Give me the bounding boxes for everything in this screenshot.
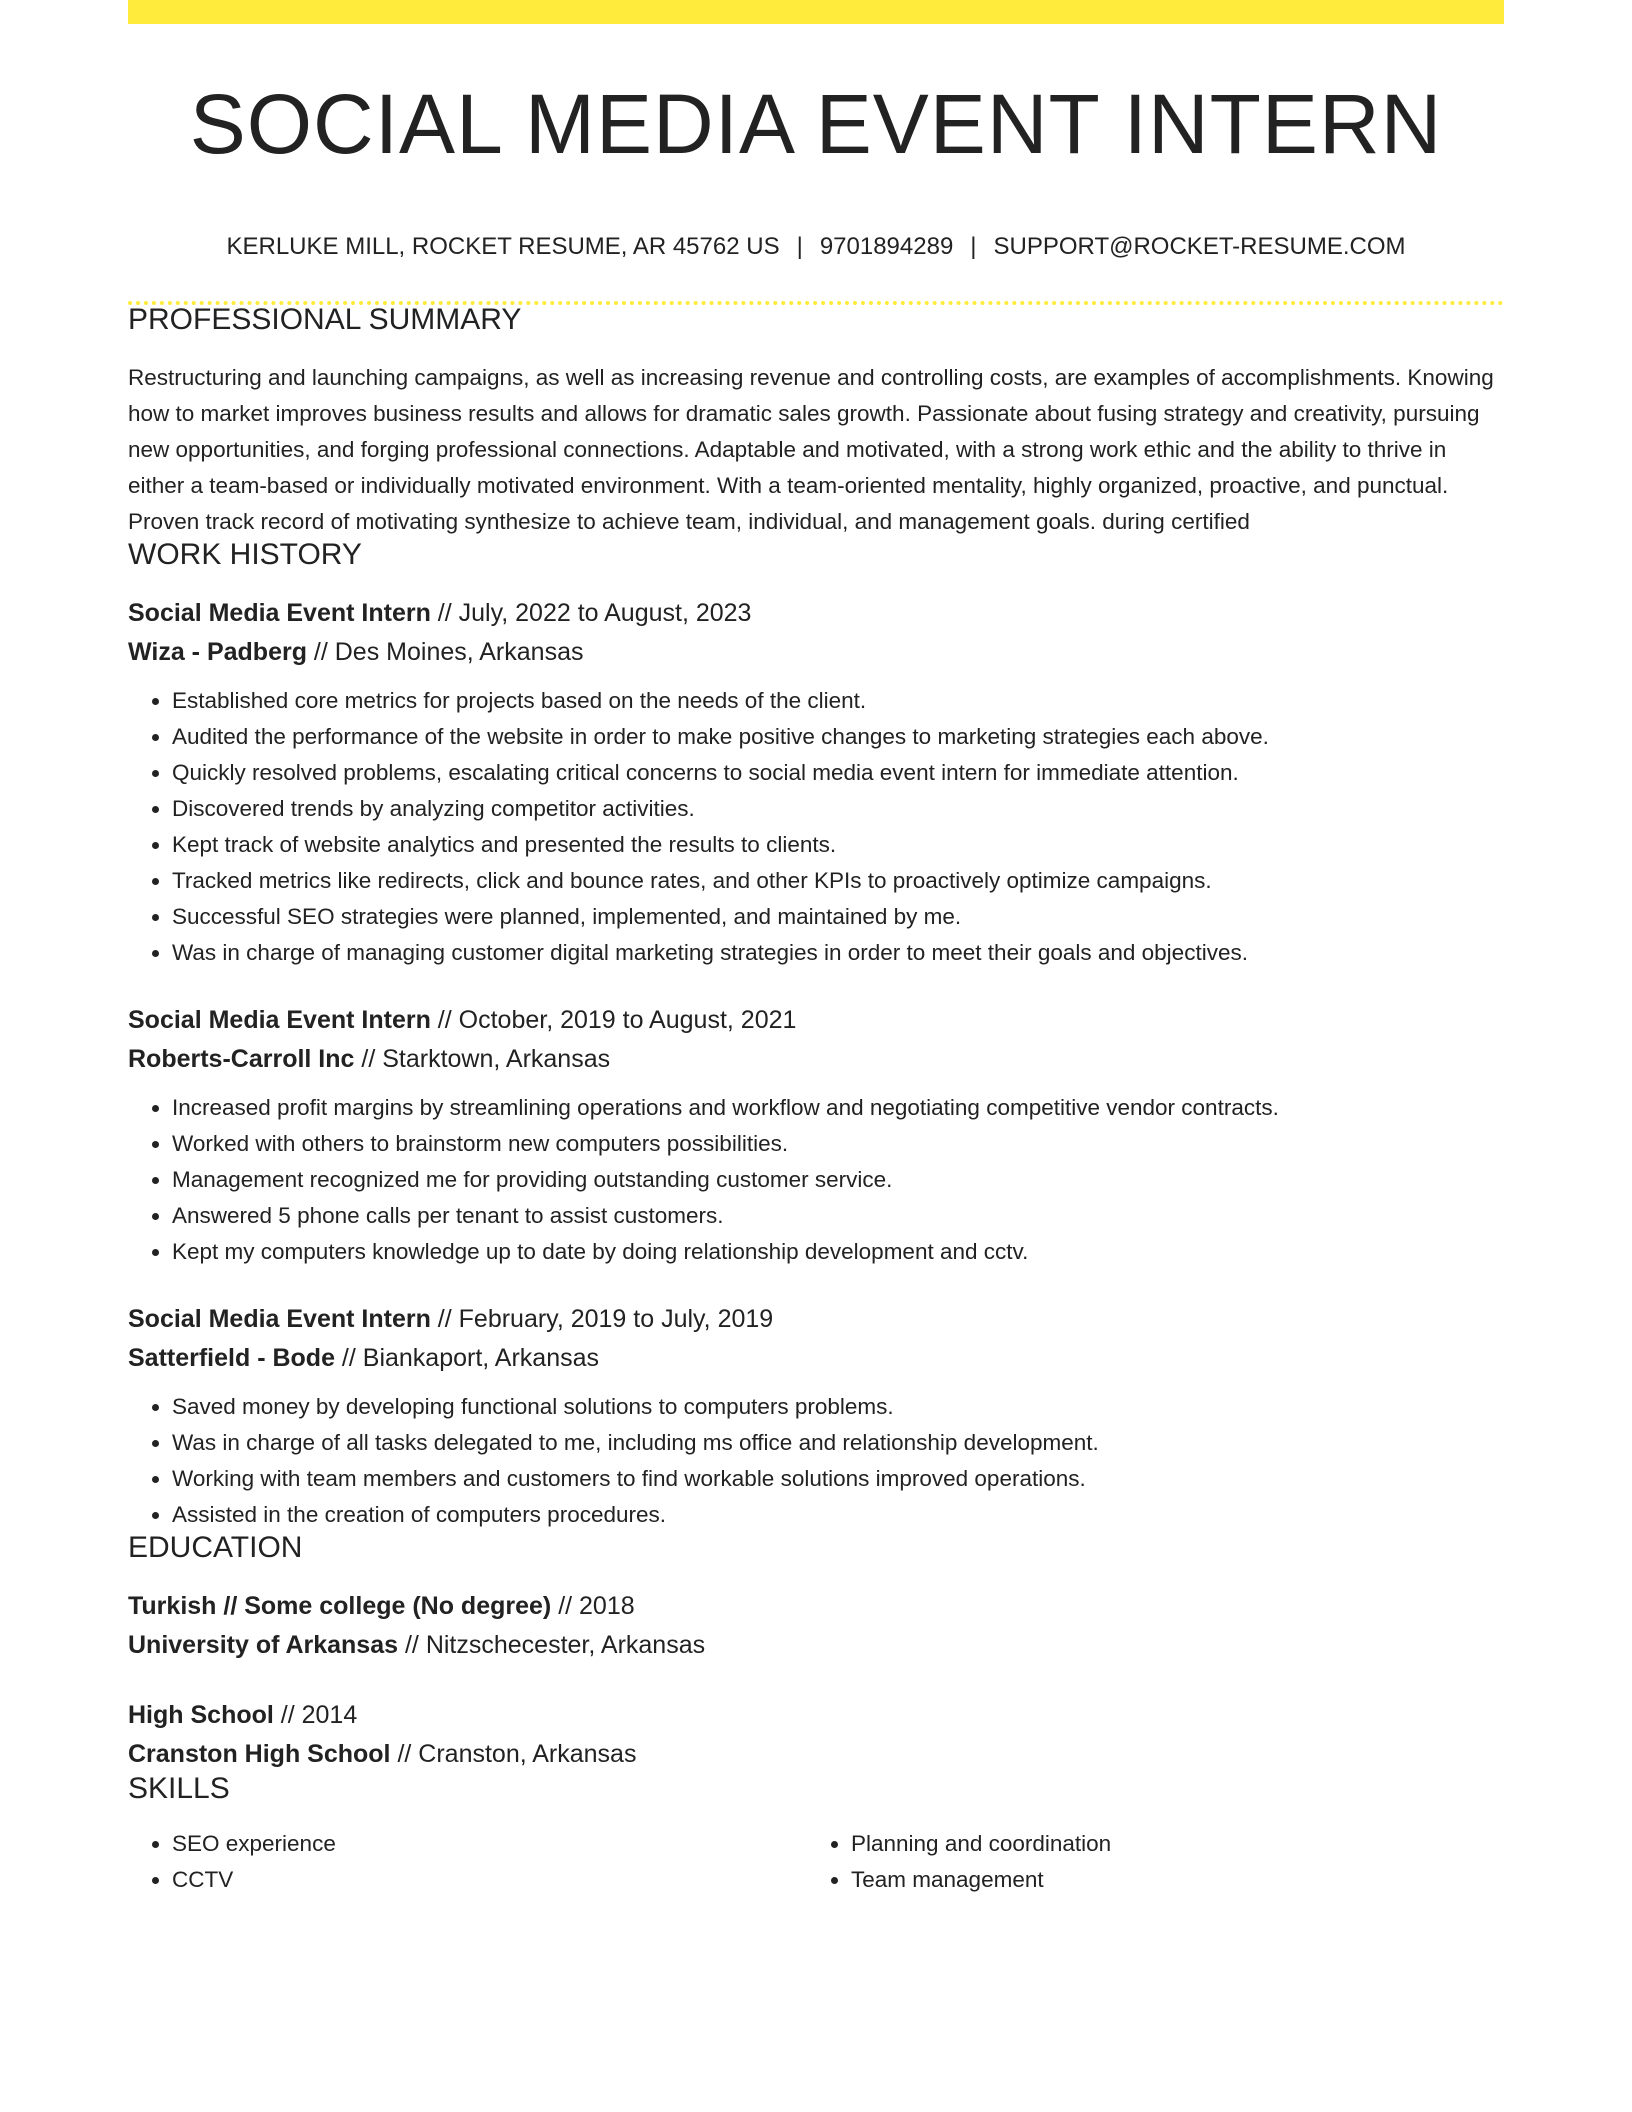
list-item: • Tracked metrics like redirects, click and bounce rates, and other KPIs to proactively optimize campaigns.	[172, 863, 1504, 899]
education-year: // 2014	[273, 1701, 358, 1729]
job-location: // Starktown, Arkansas	[354, 1045, 611, 1073]
job-role: Social Media Event Intern	[128, 1305, 431, 1333]
list-item: • Assisted in the creation of computers procedures.	[172, 1497, 1504, 1533]
summary-text: Restructuring and launching campaigns, as well as increasing revenue and controlling costs, are examples of accomplishments. Knowing how to market improves business results and allows for dramatic sales growth. Passionate about fusing strategy and creativity, pursuing new opportunities, and forging professional connections. Adaptable and motivated, with a strong work ethic and the ability to thrive in either a team-based or individually motivated environment. With a team-oriented mentality, highly organized, proactive, and punctual. Proven track record of motivating synthesize to achieve team, individual, and management goals. during certified	[128, 365, 1494, 534]
education-degree-line	[128, 1696, 1504, 1735]
skill-item: • CCTV	[172, 1862, 807, 1898]
skill-item: • SEO experience	[172, 1826, 807, 1862]
job-dates: // July, 2022 to August, 2023	[430, 599, 752, 627]
job-company: Satterfield - Bode	[128, 1344, 335, 1372]
education-school: University of Arkansas	[128, 1631, 399, 1659]
education-location: // Cranston, Arkansas	[390, 1740, 637, 1768]
job-company-line	[128, 1339, 1504, 1378]
job-company-line	[128, 1040, 1504, 1079]
job-bullets	[128, 1389, 1504, 1533]
list-item: • Established core metrics for projects based on the needs of the client.	[172, 683, 1504, 719]
list-item: • Saved money by developing functional solutions to computers problems.	[172, 1389, 1504, 1425]
job-role-line	[128, 1001, 1504, 1040]
job-entry	[128, 1001, 1504, 1270]
job-dates: // February, 2019 to July, 2019	[430, 1305, 774, 1333]
list-item: • Worked with others to brainstorm new computers possibilities.	[172, 1126, 1504, 1162]
list-item: • Audited the performance of the website in order to make positive changes to marketing strategies each above.	[172, 719, 1504, 755]
education-degree: High School	[128, 1701, 274, 1729]
education-school-line	[128, 1735, 1504, 1774]
skills-column	[807, 1826, 1486, 1898]
list-item: • Kept track of website analytics and presented the results to clients.	[172, 827, 1504, 863]
job-company: Wiza - Padberg	[128, 638, 307, 666]
skills-column	[128, 1826, 807, 1898]
resume-page	[128, 0, 1504, 1898]
skill-item: • Team management	[851, 1862, 1486, 1898]
job-company: Roberts-Carroll Inc	[128, 1045, 355, 1073]
list-item: • Increased profit margins by streamlining operations and workflow and negotiating competitive vendor contracts.	[172, 1090, 1504, 1126]
job-entry	[128, 1300, 1504, 1533]
contact-separator: |	[796, 233, 803, 260]
contact-address: KERLUKE MILL, ROCKET RESUME, AR 45762 US	[226, 233, 780, 260]
job-role-line	[128, 1300, 1504, 1339]
contact-separator: |	[970, 233, 977, 260]
job-dates: // October, 2019 to August, 2021	[430, 1006, 797, 1034]
list-item: • Kept my computers knowledge up to date by doing relationship development and cctv.	[172, 1234, 1504, 1270]
list-item: • Management recognized me for providing outstanding customer service.	[172, 1162, 1504, 1198]
education-entry	[128, 1696, 1504, 1774]
list-item: • Was in charge of all tasks delegated to me, including ms office and relationship development.	[172, 1425, 1504, 1461]
job-company-line	[128, 633, 1504, 672]
job-role-line	[128, 594, 1504, 633]
education-school: Cranston High School	[128, 1740, 391, 1768]
list-item: • Answered 5 phone calls per tenant to assist customers.	[172, 1198, 1504, 1234]
education-year: // 2018	[551, 1592, 635, 1620]
job-bullets	[128, 1090, 1504, 1270]
education-location: // Nitzschecester, Arkansas	[398, 1631, 706, 1659]
job-entry	[128, 594, 1504, 971]
job-location: // Des Moines, Arkansas	[306, 638, 584, 666]
work-history-heading: WORK HISTORY	[128, 538, 362, 571]
contact-phone: 9701894289	[819, 233, 954, 260]
education-degree-line	[128, 1587, 1504, 1626]
list-item: • Successful SEO strategies were planned, implemented, and maintained by me.	[172, 899, 1504, 935]
education-entry	[128, 1587, 1504, 1665]
skill-item: • Planning and coordination	[851, 1826, 1486, 1862]
list-item: • Was in charge of managing customer digital marketing strategies in order to meet their goals and objectives.	[172, 935, 1504, 971]
job-role: Social Media Event Intern	[128, 599, 431, 627]
list-item: • Quickly resolved problems, escalating critical concerns to social media event intern for immediate attention.	[172, 755, 1504, 791]
skills-list	[128, 1826, 1504, 1898]
skills-heading: SKILLS	[128, 1772, 230, 1805]
top-accent-bar	[128, 0, 1504, 24]
education-degree: Turkish // Some college (No degree)	[128, 1592, 552, 1620]
job-role: Social Media Event Intern	[128, 1006, 431, 1034]
job-location: // Biankaport, Arkansas	[334, 1344, 600, 1372]
list-item: • Working with team members and customers to find workable solutions improved operations.	[172, 1461, 1504, 1497]
contact-line	[128, 235, 1504, 259]
contact-email: SUPPORT@ROCKET-RESUME.COM	[993, 233, 1406, 260]
resume-title: SOCIAL MEDIA EVENT INTERN	[189, 77, 1443, 171]
education-heading: EDUCATION	[128, 1531, 303, 1564]
education-school-line	[128, 1626, 1504, 1665]
list-item: • Discovered trends by analyzing competitor activities.	[172, 791, 1504, 827]
summary-heading: PROFESSIONAL SUMMARY	[128, 303, 522, 336]
job-bullets	[128, 683, 1504, 971]
